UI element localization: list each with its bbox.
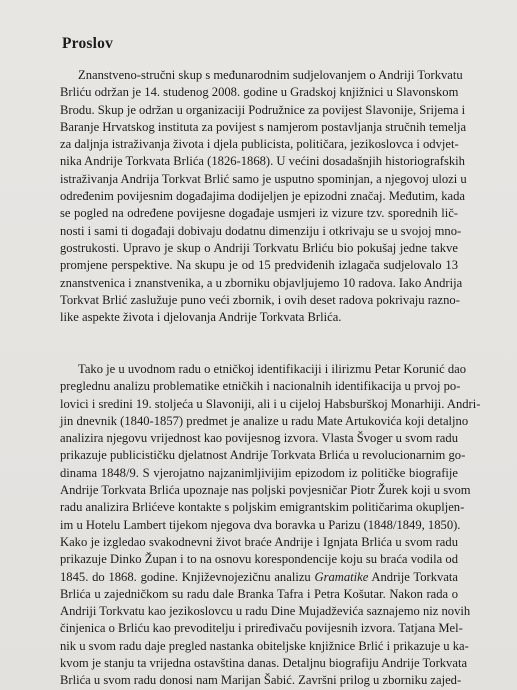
text-line: nosti i sami ti događaji dobivaju dodatnu dimenziju i otkrivaju se u svojoj mno- [60,223,462,238]
text-line: analizira njegovu vrijednost kao povijesnog izvora. Vlasta Švoger u svom radu [60,431,458,446]
text-line: Andrije Torkvata Brlića upoznaje nas poljski povjesničar Piotr Žurek koji u svom [60,483,471,498]
text-line: Baranje Hrvatskog instituta za povijest s namjerom postavljanja stručnih temelja [60,119,467,134]
text-line: određenim povijesnim događajima dodijeljen je epizodni značaj. Međutim, kada [60,189,465,204]
text-line: prikazuje Dinko Župan i to na osnovu korespondencije koju su braća vodila od [60,552,458,567]
text-line: se pogled na određene povijesne događaje usmjeri iz vizure tzv. sporednih lič- [60,206,458,221]
text-line: im u Hotelu Lambert tijekom njegova dva boravka u Parizu (1848/1849, 1850). [60,517,461,532]
text-line: činjenica o Brliću kao prevoditelju i priređivaču povijesnih izvora. Tatjana Mel- [60,621,463,636]
text-line: nik u svom radu daje pregled nastanka obiteljske knjižnice Brlić i prikazuje u ka- [60,638,469,653]
italic-title: Gramatike [314,569,369,584]
text-line: lovici i sredini 19. stoljeća u Slavoniji, ali i u cijeloj Habsburškoj Monarhiji. Andri- [60,396,481,411]
text-line: dinama 1848/9. S vjerojatno najzanimljivijim epizodom iz političke biografije [60,465,458,480]
text-line: radu analizira Brlićeve kontakte s poljskim emigrantskim političarima okupljen- [60,500,465,515]
text-line: promjene perspektive. Na skupu je od 15 predviđenih izlagača sudjelovalo 13 [60,258,458,273]
text-line: istraživanja Andrija Torkvat Brlić samo je usputno spominjan, a njegovoj ulozi u [60,171,467,186]
text-line: jin dnevnik (1840-1857) predmet je analize u radu Mate Artukovića koji detaljno [60,413,469,428]
text-segment: 1845. do 1868. godine. Književnojezičnu analizu [60,569,315,584]
text-line: Brlića u svom radu donosi nam Marijan Šabić. Završni prilog u zborniku zajed- [60,673,462,688]
text-line: Brlića u zajedničkom su radu dale Branka Tafra i Petra Košutar. Nakon rada o [60,586,458,601]
text-segment: Andrije Torkvata [368,569,458,584]
text-line: Tako je u uvodnom radu o etničkoj identifikaciji i ilirizmu Petar Korunić dao [78,362,467,376]
text-line: kvom je stanju ta vrijedna ostavština danas. Detaljnu biografiju Andrije Torkvata [60,656,468,671]
page-title: Proslov [62,35,114,52]
text-line: preglednu analizu problematike etničkih i nacionalnih identifikacija u prvoj po- [60,379,461,394]
text-line: Kako je izgledao svakodnevni život braće Andrije i Ignjata Brlića u svom radu [60,534,458,549]
text-line: nika Andrije Torkvata Brlića (1826-1868). U većini dosadašnjih historiografskih [60,154,465,169]
paragraph-overview [60,361,481,690]
text-line: prikazuje publicističku djelatnost Andrije Torkvata Brlića u revolucionarnim go- [60,448,466,463]
text-line: Znanstveno-stručni skup s međunarodnim sudjelovanjem o Andriji Torkvatu [78,68,463,82]
text-line: znanstvenica i znanstvenika, a u zborniku objavljujemo 10 radova. Iako Andrija [60,275,463,290]
paragraph-intro [60,67,467,326]
text-line-with-italic [60,569,458,586]
text-line: like aspekte života i djelovanja Andrije Torkvata Brlića. [60,310,342,325]
text-line: Brliću održan je 14. studenog 2008. godine u Gradskoj knjižnici u Slavonskom [60,85,459,100]
text-line: Torkvat Brlić zaslužuje puno veći zbornik, i ovih deset radova pokrivaju razno- [60,292,460,307]
text-line: za daljnja istraživanja života i djela publicista, političara, jezikoslovca i odvjet- [60,137,459,152]
text-line: gostrukosti. Upravo je skup o Andriji Torkvatu Brliću bio pokušaj jedne takve [60,240,458,255]
text-line: Andriji Torkvatu kao jezikoslovcu u radu Dine Mujadževića saznajemo niz novih [60,604,471,619]
text-line: Brodu. Skup je održan u organizaciji Podružnice za povijest Slavonije, Srijema i [60,102,466,117]
